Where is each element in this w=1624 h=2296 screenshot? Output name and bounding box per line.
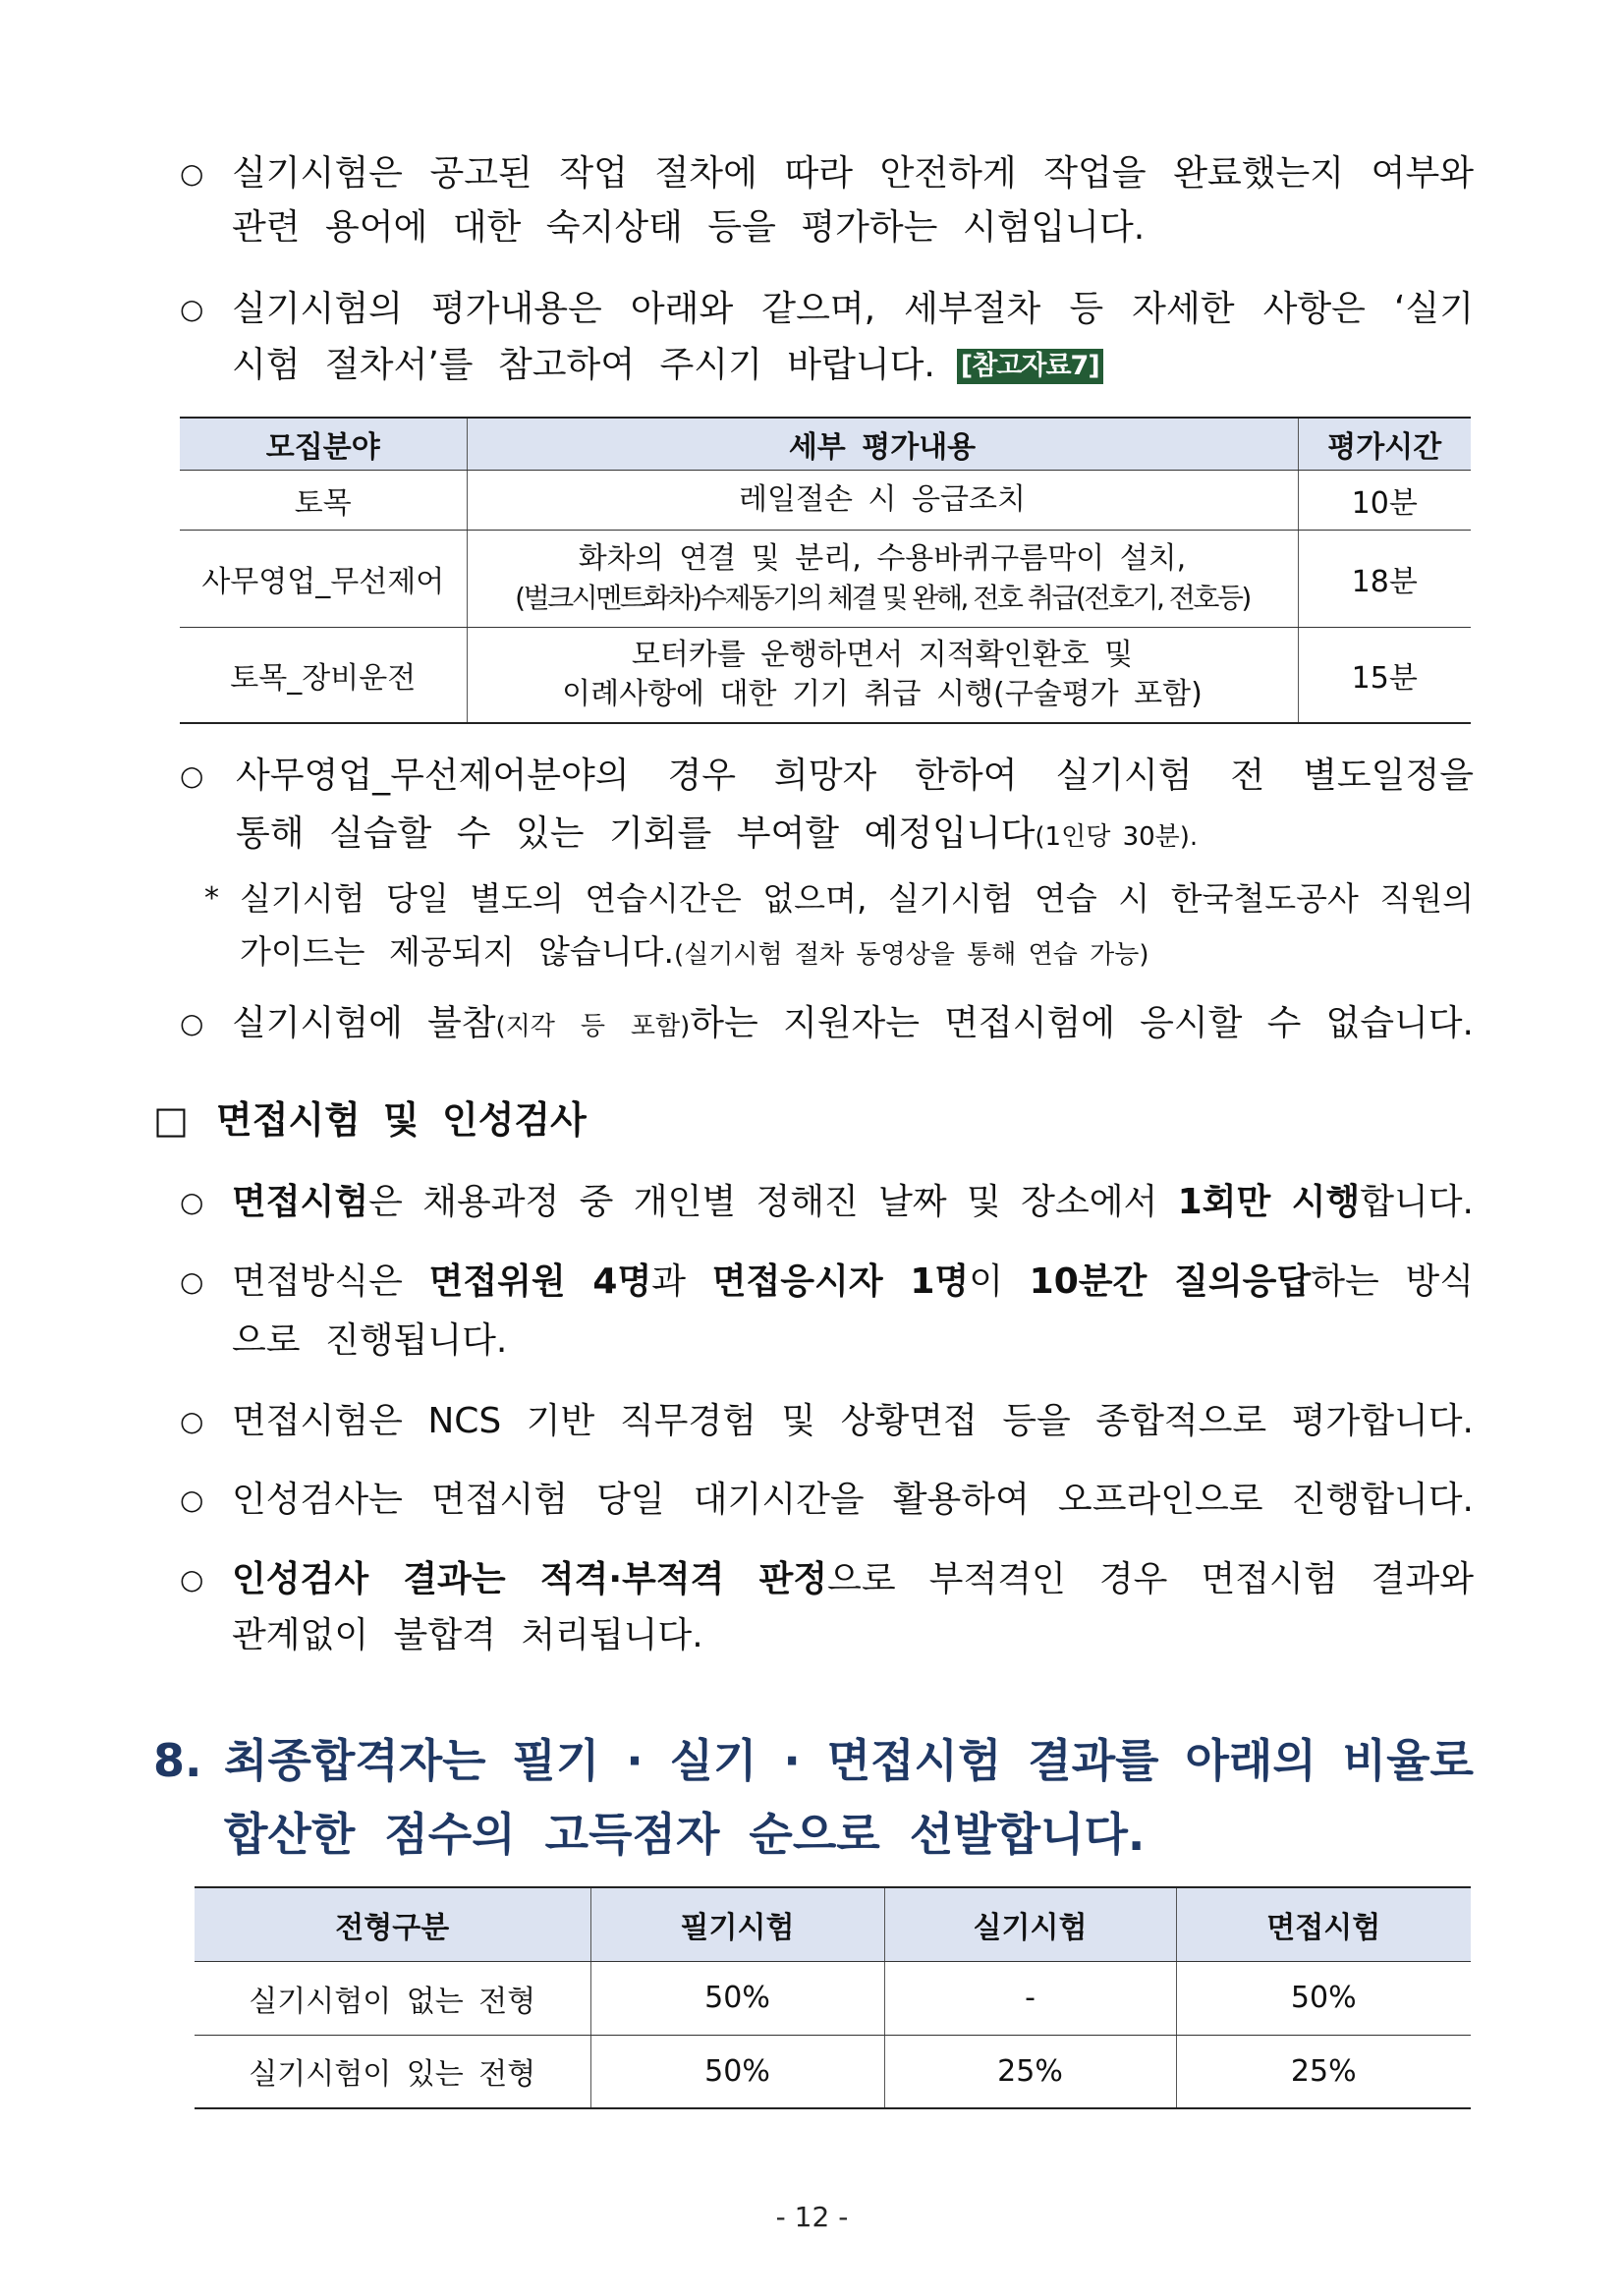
header-evaluation-content: 세부 평가내용 xyxy=(467,418,1298,470)
bullet-circle: ○ xyxy=(180,1186,204,1218)
cell-content xyxy=(467,470,1298,530)
header-screening-type: 전형구분 xyxy=(195,1887,590,1961)
note-asterisk: * xyxy=(204,881,219,916)
interview-item3-line: 면접시험은 NCS 기반 직무경험 및 상황면접 등을 종합적으로 평가합니다. xyxy=(232,1401,1474,1441)
cell-field: 토목_장비운전 xyxy=(180,627,467,723)
bullet-circle: ○ xyxy=(180,1484,204,1516)
table-row xyxy=(195,1961,1471,2035)
emphasis-text: 1회만 시행 xyxy=(1177,1182,1361,1222)
interview-item2-line1 xyxy=(232,1259,1474,1306)
practical-item3-line2-text: 통해 실습할 수 있는 기회를 부여할 예정입니다 xyxy=(236,813,1036,854)
page-number: - 12 - xyxy=(775,2201,849,2233)
bullet-circle: ○ xyxy=(180,293,204,325)
cell-practical-ratio: 25% xyxy=(884,2035,1176,2108)
practical-item1-line1: 실기시험은 공고된 작업 절차에 따라 안전하게 작업을 완료했는지 여부와 xyxy=(232,153,1474,194)
section-title: 면접시험 및 인성검사 xyxy=(216,1098,587,1142)
cell-interview-ratio: 50% xyxy=(1176,1961,1471,2035)
body-text: 면접방식은 xyxy=(232,1261,429,1302)
practical-item4-line xyxy=(232,1000,1474,1047)
section-heading-line1: 최종합격자는 필기 · 실기 · 면접시험 결과를 아래의 비율로 xyxy=(224,1734,1474,1787)
cell-content xyxy=(467,627,1298,723)
cell-written-ratio: 50% xyxy=(590,1961,884,2035)
header-practical-exam: 실기시험 xyxy=(884,1887,1176,1961)
cell-content-line: 모터카를 운행하면서 지적확인환호 및 xyxy=(631,637,1134,672)
body-text: 이 xyxy=(969,1261,1030,1302)
header-written-exam: 필기시험 xyxy=(590,1887,884,1961)
practical-item1-line2: 관련 용어에 대한 숙지상태 등을 평가하는 시험입니다. xyxy=(232,207,1146,248)
practical-item2-line2-text: 시험 절차서’를 참고하여 주시기 바랍니다. xyxy=(232,345,935,385)
practical-item3-line2-small: (1인당 30분). xyxy=(1035,822,1199,852)
practical-item4-text-after: 하는 지원자는 면접시험에 응시할 수 없습니다. xyxy=(690,1003,1474,1043)
reference-badge: [참고자료7] xyxy=(957,349,1103,384)
emphasis-text: 면접시험 xyxy=(232,1182,369,1222)
note-line2 xyxy=(240,928,1474,976)
table-row xyxy=(180,627,1471,723)
interview-item4-line: 인성검사는 면접시험 당일 대기시간을 활용하여 오프라인으로 진행합니다. xyxy=(232,1480,1474,1520)
note-line2-small: (실기시험 절차 동영상을 통해 연습 가능) xyxy=(674,940,1149,970)
note-line2-text: 가이드는 제공되지 않습니다. xyxy=(240,932,675,971)
emphasis-text: 인성검사 결과는 적격·부적격 판정 xyxy=(232,1559,828,1599)
practical-item4-small: (지각 등 포함) xyxy=(495,1012,691,1041)
table-row xyxy=(180,470,1471,530)
body-text: 과 xyxy=(651,1261,712,1302)
header-recruit-field: 모집분야 xyxy=(180,418,467,470)
practical-item2-line1: 실기시험의 평가내용은 아래와 같으며, 세부절차 등 자세한 사항은 ‘실기 xyxy=(232,289,1474,329)
table-header-row xyxy=(195,1887,1471,1961)
evaluation-content-table xyxy=(180,417,1471,724)
interview-item2-line2: 으로 진행됩니다. xyxy=(232,1320,508,1361)
practical-item3-line2 xyxy=(236,811,1474,858)
cell-time: 18분 xyxy=(1298,530,1471,627)
cell-interview-ratio: 25% xyxy=(1176,2035,1471,2108)
body-text: 으로 부적격인 경우 면접시험 결과와 xyxy=(827,1559,1474,1599)
interview-item1-line xyxy=(232,1179,1474,1226)
cell-content-line: 이례사항에 대한 기기 취급 시행(구술평가 포함) xyxy=(562,676,1203,711)
interview-item5-line1 xyxy=(232,1556,1474,1603)
cell-time: 10분 xyxy=(1298,470,1471,530)
bullet-circle: ○ xyxy=(180,1405,204,1437)
interview-item5-line2: 관계없이 불합격 처리됩니다. xyxy=(232,1615,703,1655)
practical-item4-text-before: 실기시험에 불참 xyxy=(232,1003,496,1043)
cell-practical-ratio: - xyxy=(884,1961,1176,2035)
header-evaluation-time: 평가시간 xyxy=(1298,418,1471,470)
body-text: 합니다. xyxy=(1360,1182,1474,1222)
bullet-circle: ○ xyxy=(180,1265,204,1298)
body-text: 하는 방식 xyxy=(1311,1261,1474,1302)
bullet-circle: ○ xyxy=(180,1563,204,1596)
bullet-circle: ○ xyxy=(180,1007,204,1039)
cell-screening-type: 실기시험이 없는 전형 xyxy=(195,1961,590,2035)
note-line1: 실기시험 당일 별도의 연습시간은 없으며, 실기시험 연습 시 한국철도공사 직원의 xyxy=(240,879,1474,918)
section-heading-line2: 합산한 점수의 고득점자 순으로 선발합니다. xyxy=(224,1808,1146,1861)
emphasis-text: 10분간 질의응답 xyxy=(1029,1261,1312,1302)
cell-screening-type: 실기시험이 있는 전형 xyxy=(195,2035,590,2108)
table-row xyxy=(195,2035,1471,2108)
section-number: 8. xyxy=(153,1734,202,1787)
cell-content-line: (벌크시멘트화차)수제동기의 체결 및 완해, 전호 취급(전호기, 전호등) xyxy=(515,581,1250,614)
header-interview-exam: 면접시험 xyxy=(1176,1887,1471,1961)
table-row xyxy=(180,530,1471,627)
section-box-icon: □ xyxy=(153,1098,189,1142)
bullet-circle: ○ xyxy=(180,157,204,190)
score-ratio-table xyxy=(195,1886,1471,2109)
body-text: 은 채용과정 중 개인별 정해진 날짜 및 장소에서 xyxy=(368,1182,1178,1222)
cell-field: 사무영업_무선제어 xyxy=(180,530,467,627)
cell-written-ratio: 50% xyxy=(590,2035,884,2108)
emphasis-text: 면접응시자 1명 xyxy=(711,1261,970,1302)
cell-field: 토목 xyxy=(180,470,467,530)
practical-item2-line2 xyxy=(232,342,1474,389)
cell-content-line: 레일절손 시 응급조치 xyxy=(739,481,1026,517)
cell-time: 15분 xyxy=(1298,627,1471,723)
cell-content xyxy=(467,530,1298,627)
emphasis-text: 면접위원 4명 xyxy=(428,1261,652,1302)
practical-item3-line1: 사무영업_무선제어분야의 경우 희망자 한하여 실기시험 전 별도일정을 xyxy=(236,756,1474,796)
table-header-row xyxy=(180,418,1471,470)
bullet-circle: ○ xyxy=(180,759,204,792)
cell-content-line: 화차의 연결 및 분리, 수용바퀴구름막이 설치, xyxy=(578,540,1187,576)
